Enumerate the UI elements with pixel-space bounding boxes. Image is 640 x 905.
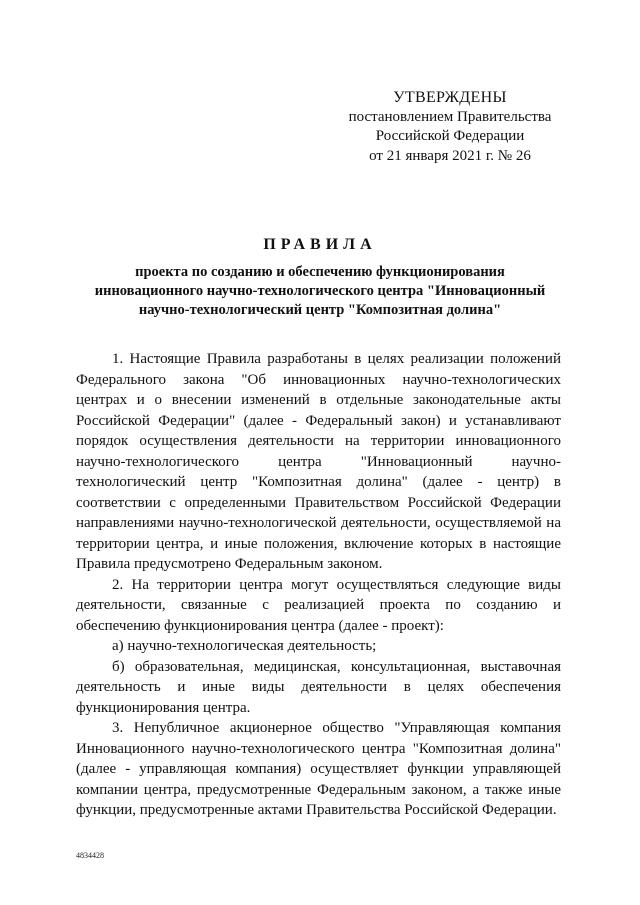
document-subtitle [78,263,562,320]
approval-line-resolution: постановлением Правительства [348,108,552,125]
subtitle-line-2: инновационного научно-технологического центра "Инновационный [94,283,546,299]
subtitle-line-1: проекта по созданию и обеспечению функционирования [135,264,505,280]
document-body [76,349,561,821]
approval-line-date-number: от 21 января 2021 г. № 26 [369,147,531,164]
paragraph-1: 1. Настоящие Правила разработаны в целях реализации положений Федерального закона "Об инновационных научно-технологических центрах и о внесении изменений в отдельные законодательные акты Российской Федерации" (далее - Федеральный закон) и устанавливают порядок осуществления деятельности на территории инновационного научно-технологического центра "Инновационный научно-технологический центр "Композитная долина" (далее - центр) в соответствии с определенными Правительством Российской Федерации направлениями научно-технологической деятельности, осуществляемой на территории центра, и иные положения, включение которых в настоящие Правила предусмотрено Федеральным законом. [76,351,561,572]
document-title: ПРАВИЛА [263,236,377,253]
paragraph-3: 3. Непубличное акционерное общество "Управляющая компания Инновационного научно-технологического центра "Композитная долина" (далее - управляющая компания) осуществляет функции управляющей компании центра, предусмотренные Федеральным законом, а также иные функции, предусмотренные актами Правительства Российской Федерации. [76,720,561,818]
paragraph-2-item-b: б) образовательная, медицинская, консультационная, выставочная деятельность и иные виды деятельности в целях обеспечения функционирования центра. [76,658,561,716]
paragraph-2: 2. На территории центра могут осуществляться следующие виды деятельности, связанные с реализацией проекта по созданию и обеспечению функционирования центра (далее - проект): [76,576,561,634]
paragraph-2-item-a: а) научно-технологическая деятельность; [112,638,377,654]
approval-heading: УТВЕРЖДЕНЫ [393,89,507,106]
subtitle-line-3: научно-технологический центр "Композитная долина" [138,302,502,318]
approval-line-federation: Российской Федерации [375,128,525,144]
approval-block [340,88,560,166]
document-code: 4834428 [76,851,104,860]
